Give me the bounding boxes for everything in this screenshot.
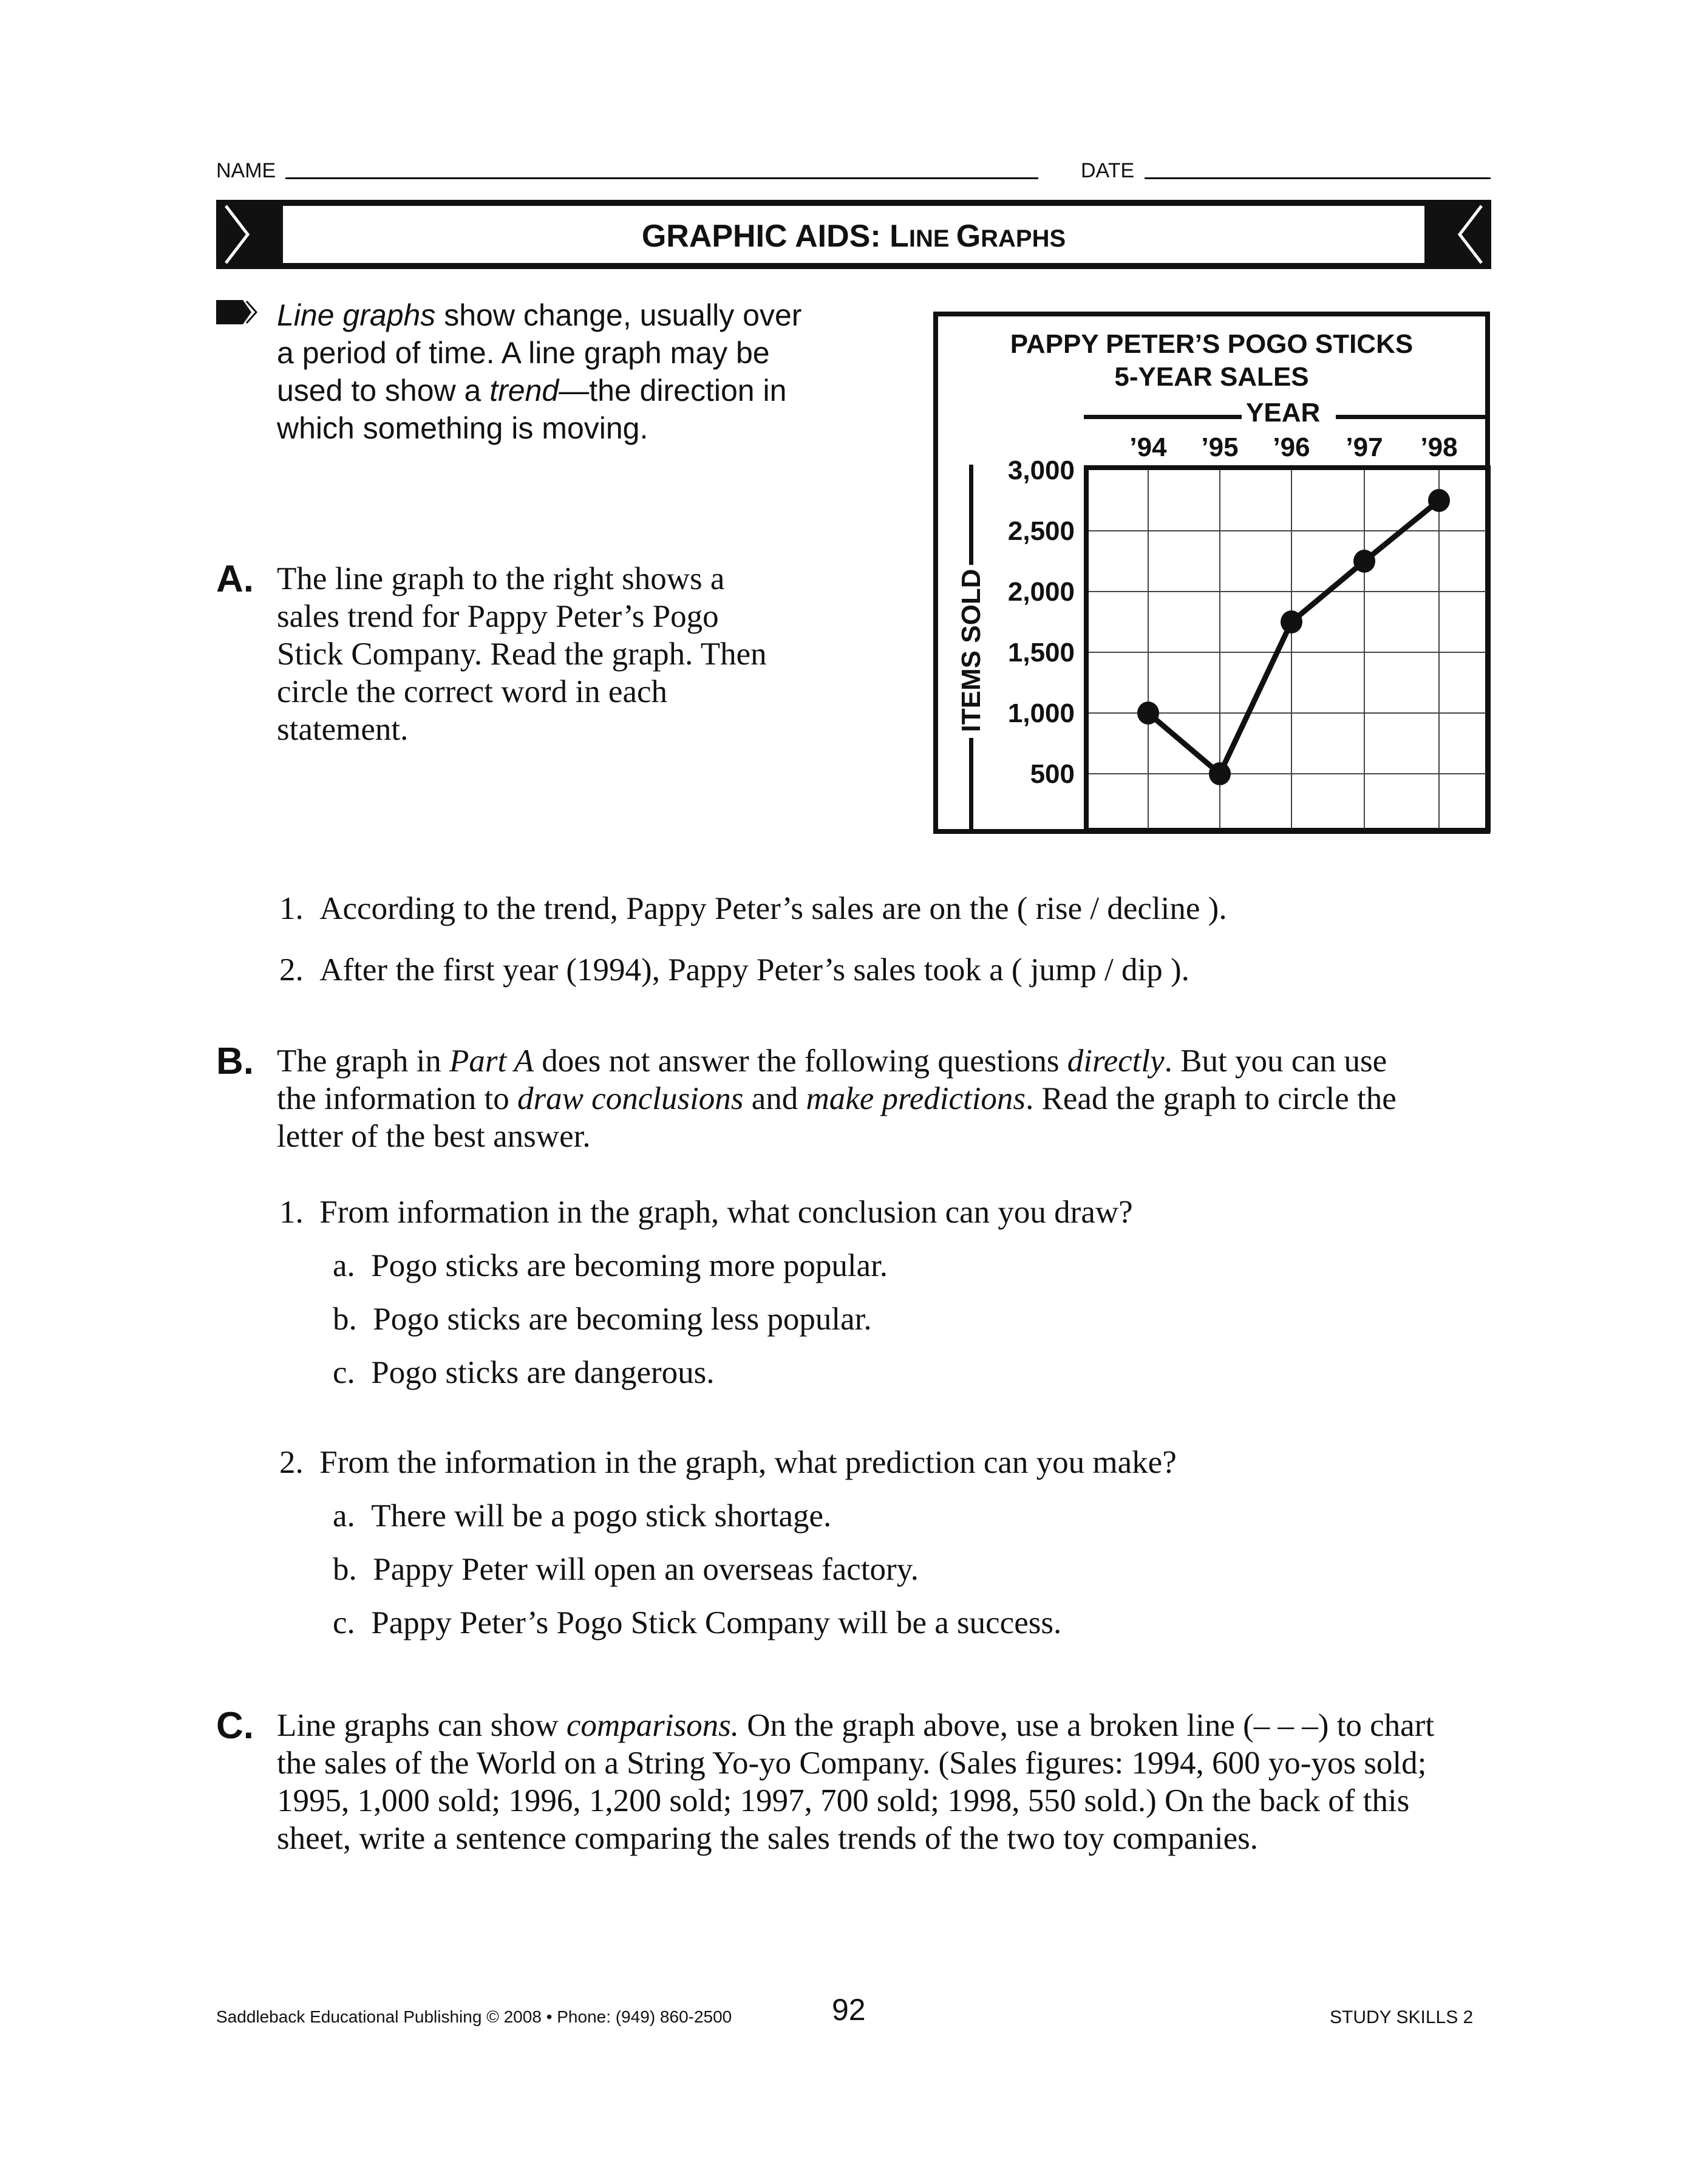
book-title-footer: STUDY SKILLS 2 bbox=[1330, 2007, 1474, 2027]
answer-option-2a[interactable]: a. There will be a pogo stick shortage. bbox=[333, 1498, 832, 1534]
y-tick-3000: 3,000 bbox=[1007, 456, 1075, 485]
answer-option-2c[interactable]: c. Pappy Peter’s Pogo Stick Company will be a success. bbox=[333, 1605, 1062, 1640]
arrow-bullet-icon bbox=[216, 300, 259, 324]
answer-option-1b[interactable]: b. Pogo sticks are becoming less popular. bbox=[333, 1302, 872, 1337]
sales-line bbox=[1148, 500, 1439, 774]
y-tick-1500: 1,500 bbox=[1007, 638, 1075, 667]
answer-option-2b[interactable]: b. Pappy Peter will open an overseas factory. bbox=[333, 1552, 919, 1587]
section-a-instructions: The line graph to the right shows a sales trend for Pappy Peter’s Pogo Stick Company. Read the graph. Then circle the correct word in each statement. bbox=[277, 561, 767, 747]
x-axis-label: YEAR bbox=[1246, 398, 1321, 428]
x-tick-95: ’95 bbox=[1201, 432, 1239, 462]
page-title: GRAPHIC AIDS: LINE GRAPHS bbox=[641, 219, 1066, 254]
x-tick-97: ’97 bbox=[1346, 432, 1383, 462]
section-b-question-1: 1. From information in the graph, what conclusion can you draw? bbox=[279, 1195, 1133, 1230]
name-field-line[interactable] bbox=[285, 177, 1038, 179]
y-axis-label-rule-top bbox=[969, 465, 973, 565]
section-a-item-2: 2. After the first year (1994), Pappy Peter’s sales took a ( jump / dip ). bbox=[279, 952, 1189, 988]
chart-title: PAPPY PETER’S POGO STICKS 5-YEAR SALES bbox=[1010, 329, 1414, 392]
y-tick-500: 500 bbox=[1030, 759, 1075, 789]
date-field-line[interactable] bbox=[1145, 177, 1491, 179]
section-b-question-2: 2. From the information in the graph, what prediction can you make? bbox=[279, 1445, 1177, 1480]
answer-option-1c[interactable]: c. Pogo sticks are dangerous. bbox=[333, 1355, 715, 1390]
x-tick-96: ’96 bbox=[1273, 432, 1310, 462]
y-axis-label-rule-bottom bbox=[969, 738, 973, 830]
x-axis-label-rule-right bbox=[1336, 415, 1488, 419]
y-tick-2500: 2,500 bbox=[1007, 516, 1075, 546]
publisher-footer: Saddleback Educational Publishing © 2008 • Phone: (949) 860-2500 bbox=[216, 2007, 732, 2026]
y-tick-1000: 1,000 bbox=[1007, 698, 1075, 728]
section-a-letter: A. bbox=[216, 558, 254, 600]
chart-plot-area bbox=[1084, 465, 1491, 833]
date-label: DATE bbox=[1081, 159, 1135, 182]
intro-paragraph: Line graphs show change, usually over a period of time. A line graph may be used to show a trend—the direction in which something is moving. bbox=[277, 298, 802, 445]
y-tick-2000: 2,000 bbox=[1007, 577, 1075, 607]
section-b-instructions: The graph in Part A does not answer the following questions directly. But you can use the information to draw conclusions and make predictions. Read the graph to circle the letter of the best answer. bbox=[277, 1043, 1397, 1154]
x-tick-94: ’94 bbox=[1129, 432, 1167, 462]
section-c-instructions: Line graphs can show comparisons. On the graph above, use a broken line (– – –) to chart the sales of the World on a String Yo-yo Company. (Sales figures: 1994, 600 yo-yos sold; 1995, 1,000 sold; 1996, 1,200 sold; 1997, 700 sold; 1998, 550 sold.) On the back of this sheet, write a sentence comparing the sales trends of the two toy companies. bbox=[277, 1708, 1435, 1856]
name-label: NAME bbox=[216, 159, 276, 182]
answer-option-1a[interactable]: a. Pogo sticks are becoming more popular. bbox=[333, 1248, 888, 1283]
x-tick-98: ’98 bbox=[1420, 432, 1458, 462]
title-banner bbox=[216, 200, 1491, 269]
page-number: 92 bbox=[832, 1993, 866, 2027]
section-b-letter: B. bbox=[216, 1040, 254, 1082]
section-a-item-1: 1. According to the trend, Pappy Peter’s sales are on the ( rise / decline ). bbox=[279, 891, 1227, 926]
y-axis-label: ITEMS SOLD bbox=[956, 568, 986, 732]
section-c-letter: C. bbox=[216, 1705, 254, 1747]
x-axis-label-rule-left bbox=[1084, 415, 1242, 419]
